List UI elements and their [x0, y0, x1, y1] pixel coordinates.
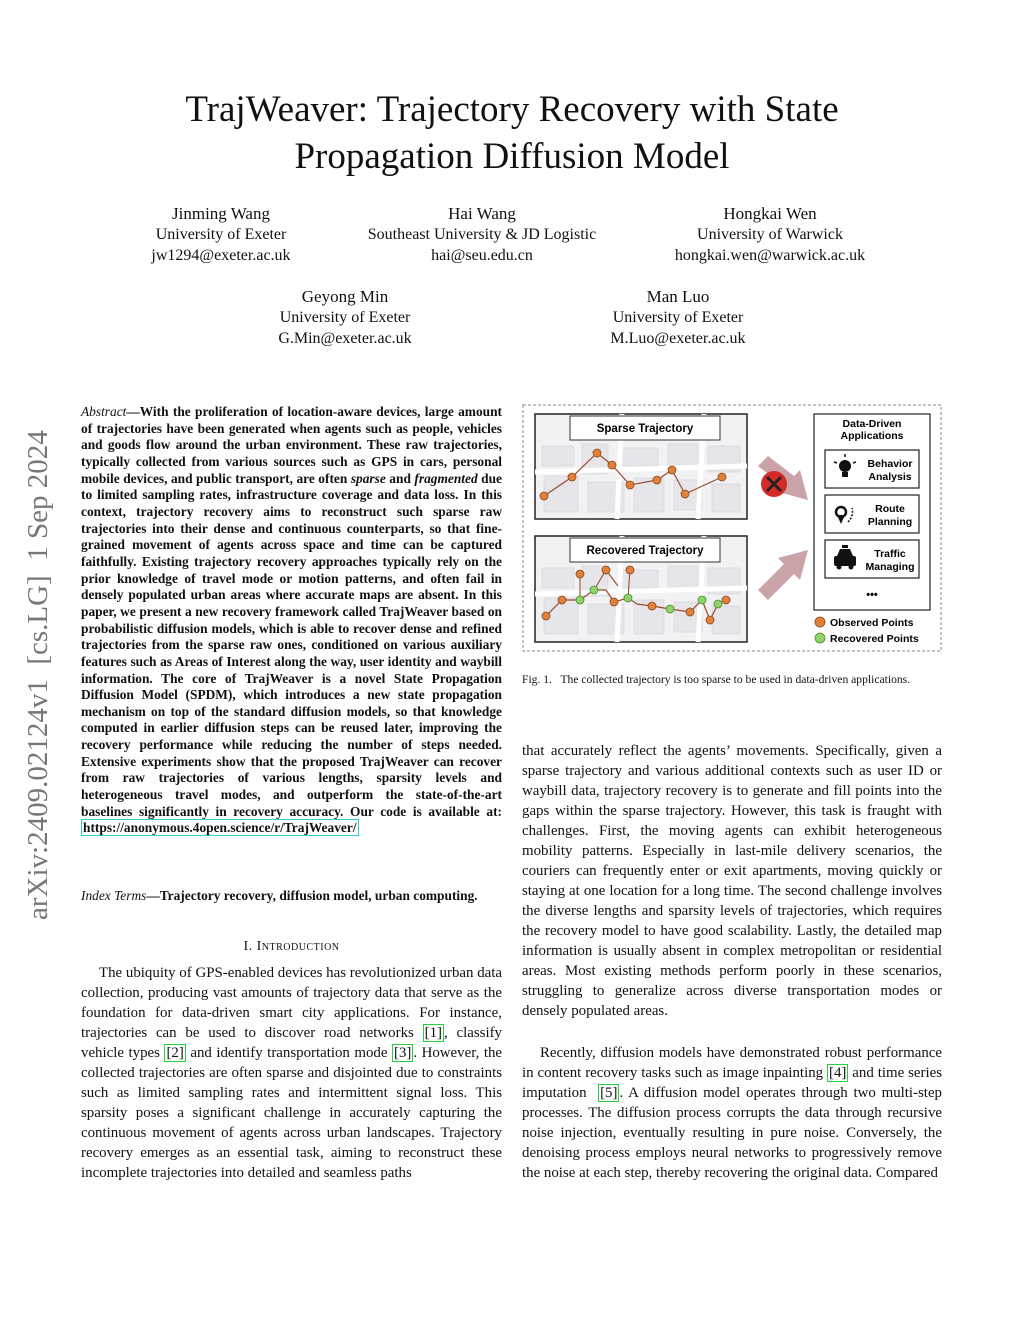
section-heading	[81, 939, 502, 955]
more-indicator: •••	[866, 589, 878, 601]
abstract-text-1: With the proliferation of location-aware devices, large amount of trajectories have been generated when agents such as people, vehicles and goods flow around the urban environment. These raw trajectories, typically collected from various sources such as GPS in cars, personal mobile devices, and public transport, are often	[81, 404, 502, 486]
app-traffic-managing	[825, 540, 919, 578]
section-title: Introduction	[256, 939, 340, 954]
author-name: Man Luo	[646, 287, 710, 306]
author-name: Jinming Wang	[172, 204, 270, 223]
author-block	[225, 286, 465, 349]
author-affiliation: University of Exeter	[155, 226, 287, 243]
intro-text: , classify vehicle types	[81, 1025, 502, 1061]
intro-text: . A diffusion model operates through two multi-step processes. The diffusion process corrupts the data through recursive noise injection, eventually resulting in pure noise. Conversely, the denoising process employs neural networks to progressively remove the noise at each step, thereby recovering the original data. Compared	[522, 1085, 943, 1181]
section-number: I.	[243, 939, 253, 954]
index-terms: Index Terms—Trajectory recovery, diffusion model, urban computing.	[81, 888, 478, 903]
observed-legend-marker	[815, 617, 825, 627]
intro-right-column	[522, 741, 942, 1021]
author-email: G.Min@exeter.ac.uk	[278, 330, 412, 347]
figure-legend	[815, 617, 919, 645]
intro-text: Recently, diffusion models have demonstrated robust performance in content recovery tasks such as image inpainting	[522, 1045, 942, 1081]
applications-panel	[814, 414, 930, 610]
app3-label-b: Managing	[865, 561, 915, 573]
intro-text: . However, the collected trajectories are often sparse and disjointed due to constraints such as limited sampling rates and intermittent signal loss. This sparsity poses a significant challenge in accurately capturing the continuous movement of agents across urban landscapes. Trajectory recovery emerges as an essential task, aiming to reconstruct these incomplete trajectories into detailed and seamless paths	[81, 1045, 503, 1181]
author-email: hai@seu.edu.cn	[431, 247, 533, 264]
sparse-trajectory-label: Sparse Trajectory	[596, 423, 694, 435]
intro-paragraph	[522, 1043, 946, 1183]
intro-paragraph: that accurately reflect the agents’ movements. Specifically, given a sparse trajectory and various additional contexts such as user ID or waybill data, trajectory recovery is to generate and fill points into the gaps within the sparse trajectory. However, this task is fraught with challenges. First, the moving agents can exhibit heterogeneous mobility patterns. Especially in last-mile delivery scenarios, the couriers can frequently enter or exit apartments, moving quickly or staying at one location for a long time. The second challenge involves the diverse lengths and sparsity levels of trajectories, which requires the recovery model to have good scalability. Lastly, the detailed map information is usually absent in complex metropolitan or residential areas. Most existing methods perform poorly in these scenarios, struggling to generalize across diverse transportation modes or densely populated areas.	[522, 743, 942, 1019]
abstract-text-2: due to limited sampling rates, infrastructure coverage and data loss. In this context, trajectory recovery aims to reconstruct such sparse raw trajectories into their dense and continuous counterparts, so that fine-grained movement of agents across space and time can be captured faithfully. Existing trajectory recovery approaches typically rely on the prior knowledge of travel mode or motion patterns, and often fail in densely populated urban areas where accurate maps are absent. In this paper, we present a new recovery framework called TrajWeaver based on probabilistic diffusion models, which is able to recover dense and refined trajectories from the sparse raw ones, conditioned on various auxiliary features such as Areas of Interest along the way, user identity and waybill information. The core of TrajWeaver is a novel State Propagation Diffusion Model (SPDM), which introduces a new state propagation mechanism on top of the standard diffusion models, so that knowledge computed in earlier diffusion steps can be reused later, improving the recovery performance while reducing the number of steps needed. Extensive experiments show that the proposed TrajWeaver can recover from raw trajectories of various lengths, sparsity levels and heterogeneous travel modes, and outperform the state-of-the-art baselines significantly in recovery accuracy. Our code is available at:	[81, 470, 503, 819]
sparse-map-panel	[535, 414, 747, 519]
author-affiliation: Southeast University & JD Logistic	[367, 226, 597, 243]
app1-label-a: Behavior	[867, 458, 913, 470]
title-line-2: Propagation Diffusion Model	[294, 136, 730, 177]
app1-label-b: Analysis	[868, 471, 912, 483]
index-terms-label: Index Terms	[81, 888, 147, 903]
intro-text: and identify transportation mode	[185, 1045, 392, 1061]
recovered-legend-marker	[815, 633, 825, 643]
code-link[interactable]: https://anonymous.4open.science/r/TrajWeaver/	[83, 820, 357, 836]
abstract-label: Abstract	[81, 404, 127, 419]
author-email: hongkai.wen@warwick.ac.uk	[674, 247, 866, 264]
author-block	[342, 203, 622, 266]
intro-right-column-2	[522, 1043, 946, 1183]
author-name: Hongkai Wen	[723, 204, 817, 223]
recovered-map-panel	[535, 536, 747, 642]
citation-link[interactable]: [4]	[829, 1065, 847, 1081]
paper-title	[0, 86, 1024, 180]
abstract-and: and	[385, 470, 415, 486]
author-affiliation: University of Exeter	[612, 309, 744, 326]
intro-left-column	[81, 963, 502, 1183]
app-behavior-analysis	[825, 450, 919, 488]
citation-link[interactable]: [1]	[424, 1025, 442, 1041]
author-block	[101, 203, 341, 266]
abstract-fragmented: fragmented	[414, 470, 478, 486]
abstract: Abstract—With the proliferation of location-aware devices, large amount of trajectories have been generated when agents such as people, vehicles and goods flow around the urban environment. These raw trajectories, typically collected from various sources such as GPS in cars, personal mobile devices, and public transport, are often sparse and fragmented due to limited sampling rates, infrastructure coverage and data loss. In this context, trajectory recovery aims to reconstruct such sparse raw trajectories into their dense and continuous counterparts, so that fine-grained movement of agents across space and time can be captured faithfully. Existing trajectory recovery approaches typically rely on the prior knowledge of travel mode or motion patterns, and often fail in densely populated urban areas where accurate maps are absent. In this paper, we present a new recovery framework called TrajWeaver based on probabilistic diffusion models, which is able to recover dense and refined trajectories from the sparse raw ones, conditioned on various auxiliary features such as Areas of Interest along the way, user identity and waybill information. The core of TrajWeaver is a novel State Propagation Diffusion Model (SPDM), which introduces a new state propagation mechanism on top of the standard diffusion models, so that knowledge computed in earlier diffusion steps can be reused later, improving the recovery performance while reducing the number of steps needed. Extensive experiments show that the proposed TrajWeaver can recover from raw trajectories of various lengths, sparsity levels and heterogeneous travel modes, and outperform the state-of-the-art baselines significantly in recovery accuracy. Our code is available at: https://anonymous.4open.science/r/TrajWeaver/	[81, 404, 503, 836]
index-terms-text: Trajectory recovery, diffusion model, urban computing.	[159, 888, 478, 903]
legend-observed: Observed Points	[830, 617, 914, 629]
intro-paragraph	[81, 963, 502, 1183]
author-email: M.Luo@exeter.ac.uk	[610, 330, 746, 347]
recovered-trajectory-label: Recovered Trajectory	[586, 545, 704, 557]
figure-caption: Fig. 1. The collected trajectory is too sparse to be used in data-driven applications.	[522, 673, 911, 686]
abstract-sparse: sparse	[350, 470, 386, 486]
author-affiliation: University of Warwick	[697, 226, 843, 243]
title-line-1: TrajWeaver: Trajectory Recovery with State	[185, 89, 839, 130]
author-block	[650, 203, 890, 266]
figure-1	[522, 404, 942, 652]
apps-title-1: Data-Driven	[842, 418, 902, 430]
citation-link[interactable]: [5]	[600, 1085, 618, 1101]
author-email: jw1294@exeter.ac.uk	[151, 247, 291, 264]
author-block	[558, 286, 798, 349]
arxiv-identifier: arXiv:2409.02124v1 [cs.LG] 1 Sep 2024	[22, 430, 54, 920]
citation-link[interactable]: [3]	[394, 1045, 412, 1061]
app-route-planning	[825, 495, 919, 533]
author-affiliation: University of Exeter	[279, 309, 411, 326]
legend-recovered: Recovered Points	[830, 633, 919, 645]
author-name: Geyong Min	[301, 287, 389, 306]
app3-label-a: Traffic	[874, 548, 906, 560]
intro-text: and time series imputation	[522, 1065, 946, 1101]
citation-link[interactable]: [2]	[166, 1045, 184, 1061]
author-name: Hai Wang	[448, 204, 516, 223]
app2-label-a: Route	[875, 503, 905, 515]
app2-label-b: Planning	[867, 516, 913, 528]
intro-text: The ubiquity of GPS-enabled devices has revolutionized urban data collection, producing vast amounts of trajectory data that serve as the foundation for data-driven smart city applications. For instance, trajectories can be used to discover road networks	[81, 965, 502, 1041]
arrow-icons	[758, 456, 808, 600]
apps-title-2: Applications	[840, 430, 904, 442]
